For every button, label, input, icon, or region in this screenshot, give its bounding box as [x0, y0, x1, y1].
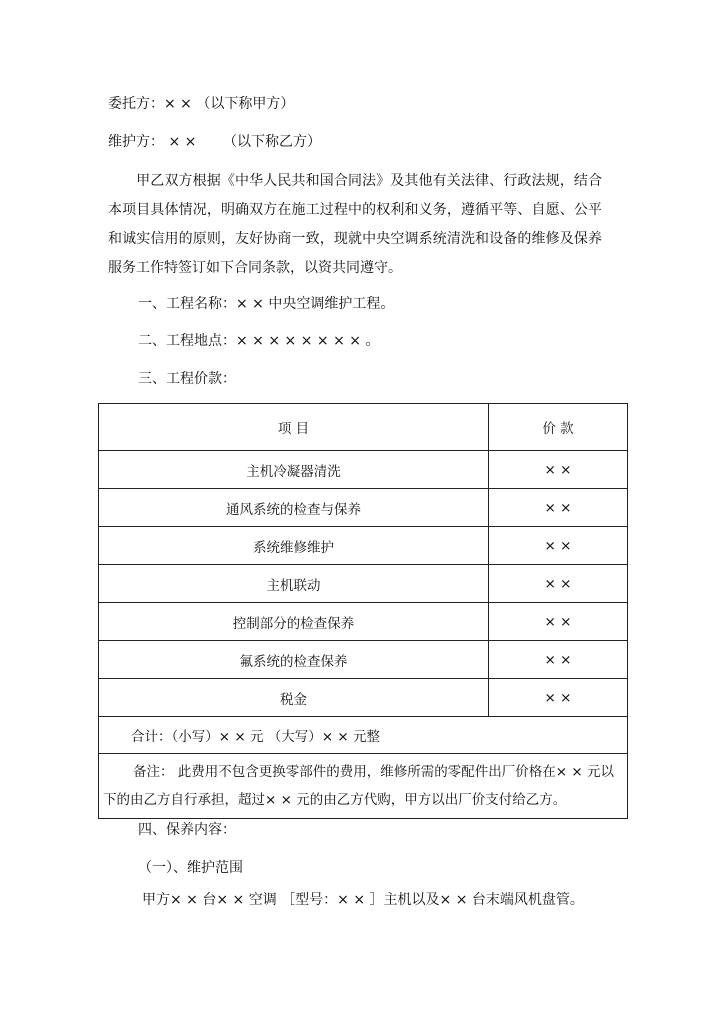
section-maintenance-content: 四、保养内容： [138, 822, 236, 838]
header-price-cell: 价 款 [489, 404, 628, 451]
total-row [99, 717, 628, 754]
price-cell: × × [489, 527, 628, 565]
client-party: 委托方：× × （以下称甲方） [108, 96, 295, 112]
price-table [98, 403, 628, 819]
note-row [99, 754, 628, 819]
table-row [99, 679, 628, 717]
item-cell: 氟系统的检查保养 [99, 641, 489, 679]
item-cell: 系统维修维护 [99, 527, 489, 565]
intro-paragraph [108, 167, 602, 283]
item-cell: 通风系统的检查与保养 [99, 489, 489, 527]
total-cell: 合计：（小写）× × 元 （大写）× × 元整 [99, 717, 628, 754]
item-cell: 控制部分的检查保养 [99, 603, 489, 641]
note-cell [99, 754, 628, 819]
price-cell: × × [489, 451, 628, 489]
subsection-maintenance-scope: （一）、维护范围 [138, 860, 243, 876]
table-row [99, 451, 628, 489]
item-cell: 主机联动 [99, 565, 489, 603]
table-row [99, 641, 628, 679]
table-row [99, 603, 628, 641]
price-cell: × × [489, 679, 628, 717]
price-cell: × × [489, 603, 628, 641]
section-project-price: 三、工程价款： [138, 371, 236, 387]
section-project-name: 一、工程名称：× × 中央空调维护工程。 [138, 296, 395, 312]
price-cell: × × [489, 565, 628, 603]
table-row [99, 489, 628, 527]
table-row [99, 565, 628, 603]
table-row [99, 527, 628, 565]
price-cell: × × [489, 489, 628, 527]
header-item-cell: 项 目 [99, 404, 489, 451]
table-header-row [99, 404, 628, 451]
intro-text: 甲乙双方根据《中华人民共和国合同法》及其他有关法律、行政法规，结合本项目具体情况，明确双方在施工过程中的权利和义务，遵循平等、自愿、公平和诚实信用的原则，友好协商一致，现就中央空调系统清洗和设备的维修及保养服务工作特签订如下合同条款，以资共同遵守。 [108, 173, 602, 276]
price-cell: × × [489, 641, 628, 679]
maintainer-party: 维护方： × × （以下称乙方） [108, 134, 322, 150]
item-cell: 税金 [99, 679, 489, 717]
note-text: 备注： 此费用不包含更换零部件的费用，维修所需的零配件出厂价格在× × 元以下的由乙方自行承担，超过× × 元的由乙方代购，甲方以出厂价支付给乙方。 [103, 764, 614, 808]
maintenance-scope-text: 甲方× × 台× × 空调 ［型号：× × ］主机以及× × 台末端风机盘管。 [142, 892, 584, 908]
section-project-location: 二、工程地点：× × × × × × × × 。 [138, 333, 380, 349]
item-cell: 主机冷凝器清洗 [99, 451, 489, 489]
